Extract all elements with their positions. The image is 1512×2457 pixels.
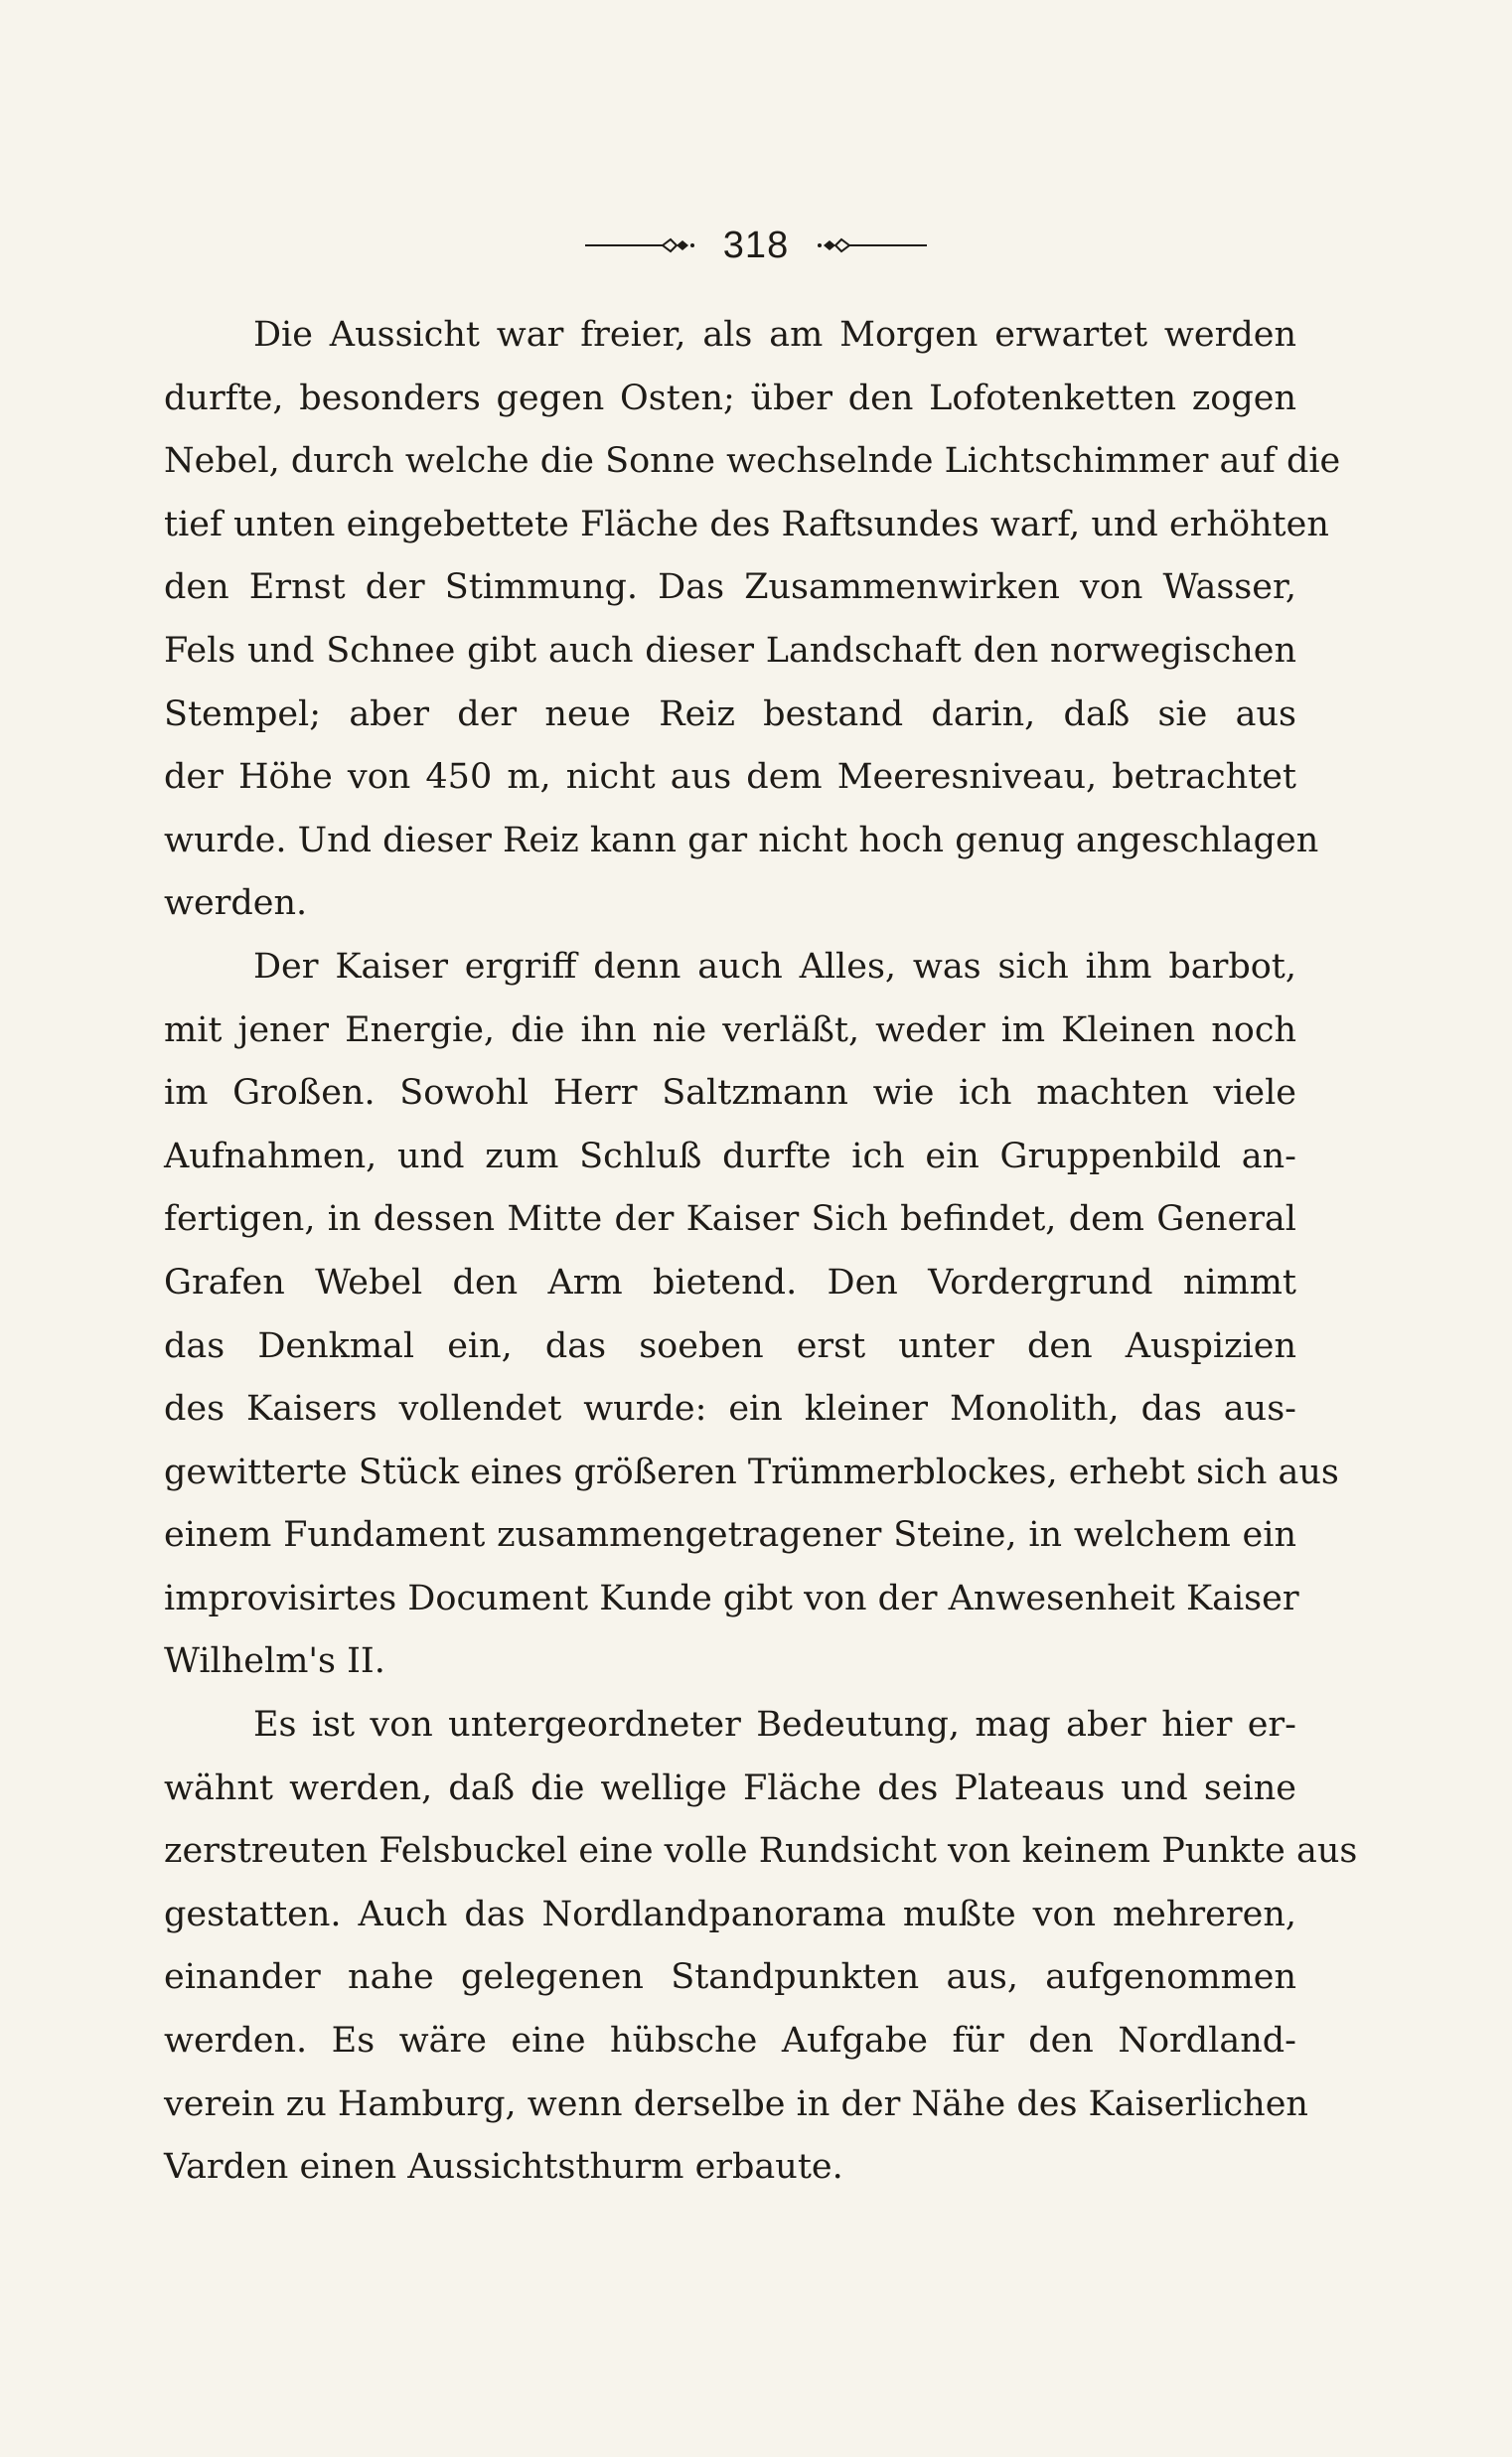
text-line: gewitterte Stück eines größeren Trümmerblockes, erhebt sich aus — [164, 1452, 1339, 1492]
text-line: Grafen Webel den Arm bietend. Den Vordergrund nimmt — [164, 1262, 1296, 1303]
text-line: einem Fundament zusammengetragener Steine, in welchem ein — [164, 1515, 1296, 1556]
text-line: werden. — [164, 883, 308, 924]
text-line: Wilhelm's II. — [164, 1641, 385, 1682]
text-line: Varden einen Aussichtsthurm erbaute. — [164, 2147, 843, 2188]
text-line: zerstreuten Felsbuckel eine volle Rundsicht von keinem Punkte aus — [164, 1831, 1358, 1872]
text-line: Die Aussicht war freier, als am Morgen erwartet werden — [253, 315, 1296, 355]
text-line: Stempel; aber der neue Reiz bestand darin, daß sie aus — [164, 693, 1296, 734]
paragraph-3 — [164, 1694, 1358, 2200]
right-ornament-icon — [818, 235, 927, 255]
text-line: Nebel, durch welche die Sonne wechselnde Lichtschimmer auf die — [164, 441, 1341, 482]
text-line: werden. Es wäre eine hübsche Aufgabe für den Nordland- — [164, 2021, 1296, 2062]
paragraph-2 — [164, 936, 1339, 1694]
text-line: tief unten eingebettete Fläche des Raftsundes warf, und erhöhten — [164, 504, 1329, 544]
page-number: 318 — [722, 224, 790, 266]
text-line: Der Kaiser ergriff denn auch Alles, was sich ihm barbot, — [253, 946, 1296, 987]
left-ornament-icon — [585, 235, 694, 255]
text-line: des Kaisers vollendet wurde: ein kleiner Monolith, das aus- — [164, 1389, 1296, 1430]
text-line: das Denkmal ein, das soeben erst unter den Auspizien — [164, 1325, 1296, 1366]
text-line: fertigen, in dessen Mitte der Kaiser Sich befindet, dem General — [164, 1199, 1296, 1240]
page-header — [0, 219, 1512, 268]
text-line: im Großen. Sowohl Herr Saltzmann wie ich machten viele — [164, 1073, 1296, 1114]
body-text — [164, 304, 1358, 2200]
text-line: einander nahe gelegenen Standpunkten aus, aufgenommen — [164, 1957, 1296, 1998]
paragraph-1 — [164, 304, 1341, 936]
text-line: mit jener Energie, die ihn nie verläßt, weder im Kleinen noch — [164, 1009, 1296, 1050]
text-line: Fels und Schnee gibt auch dieser Landschaft den norwegischen — [164, 630, 1296, 671]
text-line: Aufnahmen, und zum Schluß durfte ich ein Gruppenbild an- — [164, 1136, 1296, 1176]
text-line: gestatten. Auch das Nordlandpanorama mußte von mehreren, — [164, 1894, 1296, 1934]
text-line: durfte, besonders gegen Osten; über den Lofotenketten zogen — [164, 378, 1296, 418]
text-line: den Ernst der Stimmung. Das Zusammenwirken von Wasser, — [164, 567, 1296, 608]
text-line: der Höhe von 450 m, nicht aus dem Meeresniveau, betrachtet — [164, 757, 1296, 798]
text-line: Es ist von untergeordneter Bedeutung, mag aber hier er- — [253, 1705, 1296, 1746]
text-line: verein zu Hamburg, wenn derselbe in der Nähe des Kaiserlichen — [164, 2083, 1308, 2124]
text-line: improvisirtes Document Kunde gibt von der Anwesenheit Kaiser — [164, 1578, 1299, 1618]
text-line: wurde. Und dieser Reiz kann gar nicht hoch genug angeschlagen — [164, 820, 1319, 860]
text-line: wähnt werden, daß die wellige Fläche des Plateaus und seine — [164, 1767, 1296, 1808]
